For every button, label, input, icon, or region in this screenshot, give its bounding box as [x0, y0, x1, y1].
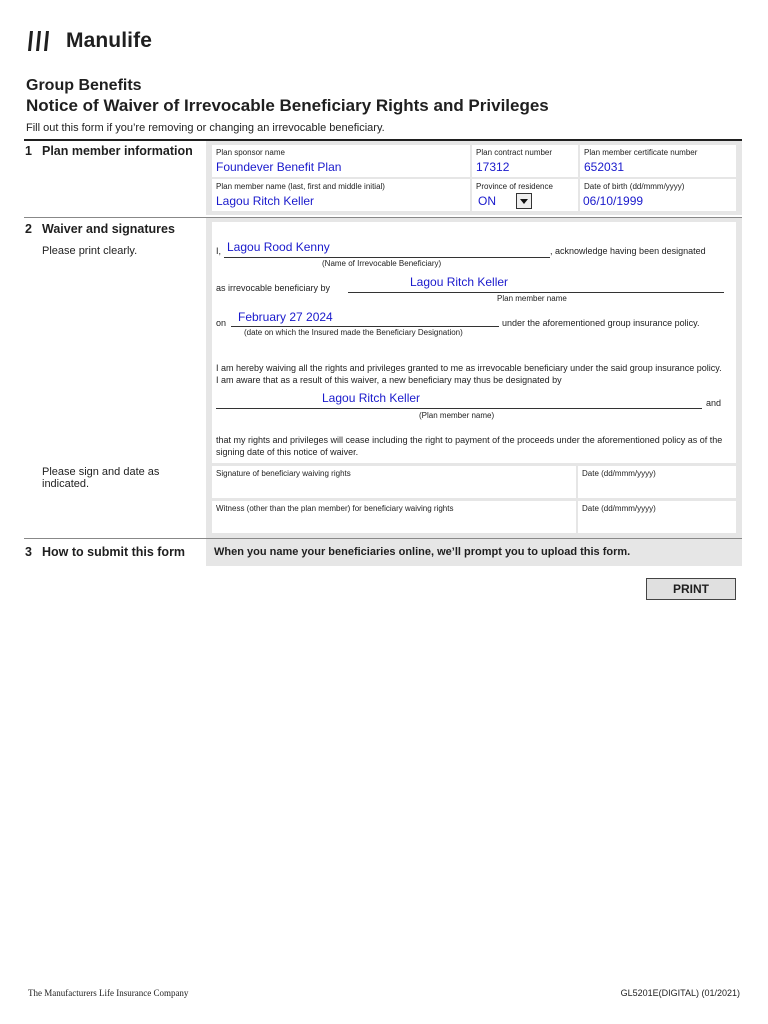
certificate-number-label: Plan member certificate number — [584, 148, 698, 157]
plan-member-panel — [206, 141, 742, 215]
chevron-down-icon[interactable] — [516, 193, 532, 209]
province-value: ON — [478, 194, 496, 208]
manulife-logo — [26, 28, 152, 54]
brand-name: Manulife — [66, 29, 152, 52]
date-of-birth-label: Date of birth (dd/mmm/yyyy) — [584, 182, 685, 191]
beneficiary-name-value[interactable]: Lagou Rood Kenny — [227, 240, 330, 254]
waiver-paragraph-1: I am hereby waiving all the rights and privileges granted to me as irrevocable beneficiary under the said group insurance policy. I am aware that as a result of this waiver, a new beneficiary may thus be designated by — [216, 363, 722, 385]
waiver-line1-suffix: , acknowledge having been designated — [550, 246, 706, 256]
certificate-number-field[interactable] — [580, 145, 736, 177]
plan-sponsor-label: Plan sponsor name — [216, 148, 285, 157]
manulife-logo-mark-icon — [26, 29, 52, 53]
form-title: Notice of Waiver of Irrevocable Beneficiary Rights and Privileges — [26, 96, 549, 115]
designation-date-value[interactable]: February 27 2024 — [238, 310, 333, 324]
page-title: Group Benefits — [26, 77, 142, 94]
print-button[interactable]: PRINT — [646, 578, 736, 600]
form-intro: Fill out this form if you’re removing or changing an irrevocable beneficiary. — [26, 122, 385, 134]
province-select[interactable] — [472, 179, 578, 211]
plan-contract-label: Plan contract number — [476, 148, 553, 157]
section-1-label: Plan member information — [42, 144, 193, 158]
plan-member-name-label: Plan member name (last, first and middle initial) — [216, 182, 385, 191]
plan-contract-value: 17312 — [476, 160, 510, 174]
section-1-title — [25, 144, 193, 158]
province-label: Province of residence — [476, 182, 553, 191]
section-3-label: How to submit this form — [42, 545, 186, 559]
waiver-statement — [212, 222, 736, 463]
plan-member-name-field[interactable] — [212, 179, 470, 211]
beneficiary-name-caption: (Name of Irrevocable Beneficiary) — [322, 259, 442, 268]
waiver-line3-prefix: on — [216, 318, 227, 328]
new-designator-name-value[interactable]: Lagou Ritch Keller — [322, 391, 421, 405]
certificate-number-value: 652031 — [584, 160, 625, 174]
waiver-line3-suffix: under the aforementioned group insurance policy. — [502, 318, 700, 328]
plan-member-name-value: Lagou Ritch Keller — [216, 194, 315, 208]
footer-form-code: GL5201E(DIGITAL) (01/2021) — [620, 988, 740, 998]
beneficiary-signature-field[interactable] — [212, 466, 576, 498]
waiver-line2-prefix: as irrevocable beneficiary by — [216, 283, 331, 293]
witness-signature-label: Witness (other than the plan member) for beneficiary waiving rights — [216, 504, 454, 513]
section-2-title — [25, 222, 175, 236]
section-3-number: 3 — [25, 545, 32, 559]
designation-date-caption: (date on which the Insured made the Beneficiary Designation) — [244, 328, 463, 337]
designation-date-line — [231, 326, 499, 327]
waiver-paragraph-2: that my rights and privileges will cease including the right to payment of the proceeds under the aforementioned policy as of the signing date of this notice of waiver. — [216, 435, 723, 457]
new-designator-name-caption: (Plan member name) — [419, 411, 495, 420]
beneficiary-name-line — [224, 257, 550, 258]
witness-signature-field[interactable] — [212, 501, 576, 533]
witness-date-field[interactable] — [578, 501, 736, 533]
plan-contract-field[interactable] — [472, 145, 578, 177]
section-1-number: 1 — [25, 144, 32, 158]
sign-note: Please sign and date as indicated. — [42, 466, 160, 490]
beneficiary-signature-label: Signature of beneficiary waiving rights — [216, 469, 351, 478]
plan-member-name-waiver-value[interactable]: Lagou Ritch Keller — [410, 275, 509, 289]
section-2-label: Waiver and signatures — [42, 222, 175, 236]
plan-member-name-caption: Plan member name — [497, 294, 567, 303]
waiver-line1-prefix: I, — [216, 246, 222, 256]
plan-member-name-line — [348, 292, 724, 293]
and-text: and — [706, 398, 722, 408]
section-3-title — [25, 545, 185, 559]
plan-sponsor-field[interactable] — [212, 145, 470, 177]
plan-sponsor-value: Foundever Benefit Plan — [216, 160, 342, 174]
footer-company: The Manufacturers Life Insurance Company — [28, 988, 189, 998]
section-2-number: 2 — [25, 222, 32, 236]
date-of-birth-field[interactable] — [580, 179, 736, 211]
section-2-subtitle: Please print clearly. — [42, 245, 138, 257]
submit-instructions: When you name your beneficiaries online, we’ll prompt you to upload this form. — [214, 546, 631, 558]
date-of-birth-value: 06/10/1999 — [583, 194, 644, 208]
witness-date-label: Date (dd/mmm/yyyy) — [582, 504, 656, 513]
signature-date-label: Date (dd/mmm/yyyy) — [582, 469, 656, 478]
signature-date-field[interactable] — [578, 466, 736, 498]
new-designator-name-line — [216, 408, 702, 409]
